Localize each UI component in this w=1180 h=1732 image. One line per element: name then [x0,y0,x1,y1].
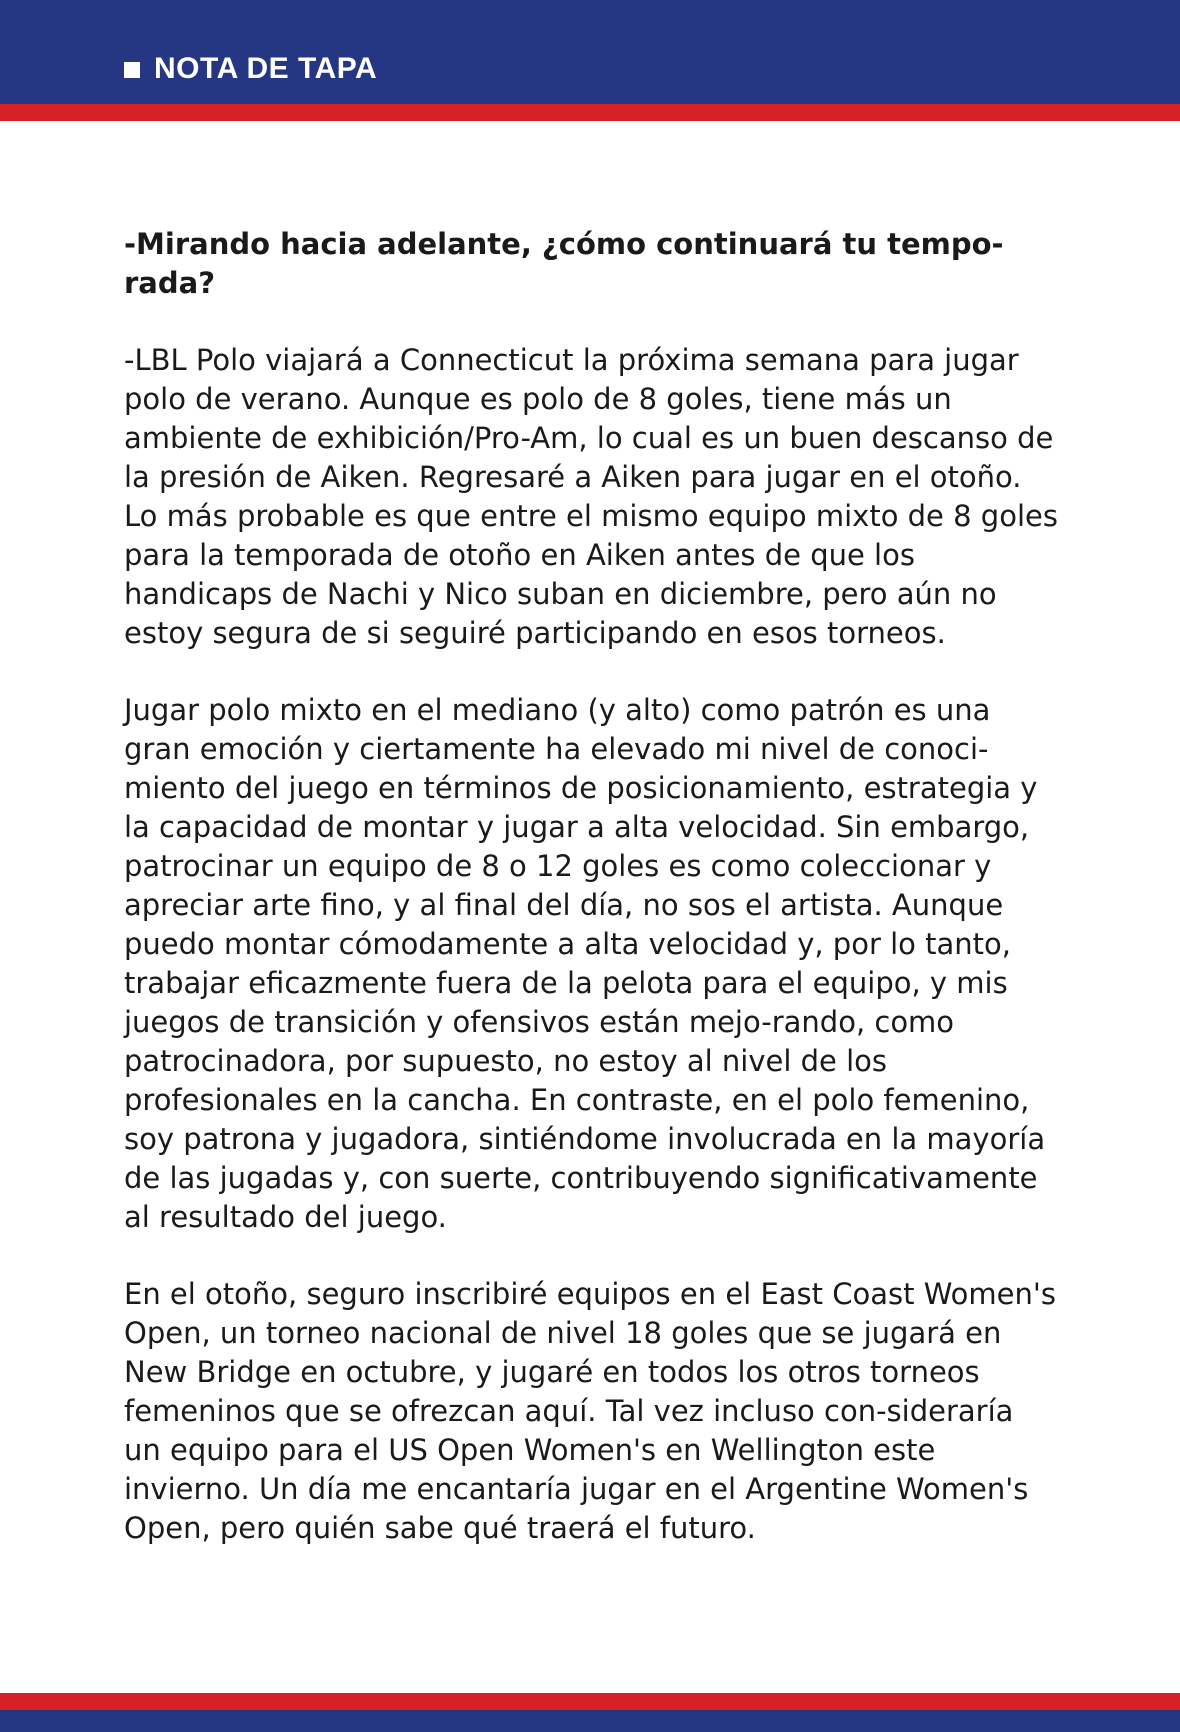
interview-question: -Mirando hacia adelante, ¿cómo continuará tu tempo-rada? [124,227,1004,300]
header-red-stripe [0,104,1180,121]
footer-band [0,1710,1180,1732]
square-bullet-icon [124,62,140,78]
footer-red-stripe [0,1693,1180,1710]
answer-paragraph-1: -LBL Polo viajará a Connecticut la próxima semana para jugar polo de verano. Aunque es polo de 8 goles, tiene más un ambiente de exhibición/Pro-Am, lo cual es un buen descanso de la presión de Aiken. Regresaré a Aiken para jugar en el otoño. Lo más probable es que entre el mismo equipo mixto de 8 goles para la temporada de otoño en Aiken antes de que los handicaps de Nachi y Nico suban en diciembre, pero aún no estoy segura de si seguiré participando en esos torneos. [124,343,1058,650]
answer-paragraph-3: En el otoño, seguro inscribiré equipos en el East Coast Women's Open, un torneo nacional de nivel 18 goles que se jugará en New Bridge en octubre, y jugaré en todos los otros torneos femeninos que se ofrezcan aquí. Tal vez incluso con-sideraría un equipo para el US Open Women's en Wellington este invierno. Un día me encantaría jugar en el Argentine Women's Open, pero quién sabe qué traerá el futuro. [124,1277,1056,1545]
article-body [124,225,1059,1586]
answer-paragraph-2: Jugar polo mixto en el mediano (y alto) como patrón es una gran emoción y ciertamente ha elevado mi nivel de conoci-miento del juego en términos de posicionamiento, estrategia y la capacidad de montar y jugar a alta velocidad. Sin embargo, patrocinar un equipo de 8 o 12 goles es como coleccionar y apreciar arte fino, y al final del día, no sos el artista. Aunque puedo montar cómodamente a alta velocidad y, por lo tanto, trabajar eficazmente fuera de la pelota para el equipo, y mis juegos de transición y ofensivos están mejo-rando, como patrocinadora, por supuesto, no estoy al nivel de los profesionales en la cancha. En contraste, en el polo femenino, soy patrona y jugadora, sintiéndome involucrada en la mayoría de las jugadas y, con suerte, contribuyendo significativamente al resultado del juego. [124,693,1046,1234]
section-label: NOTA DE TAPA [154,52,378,85]
